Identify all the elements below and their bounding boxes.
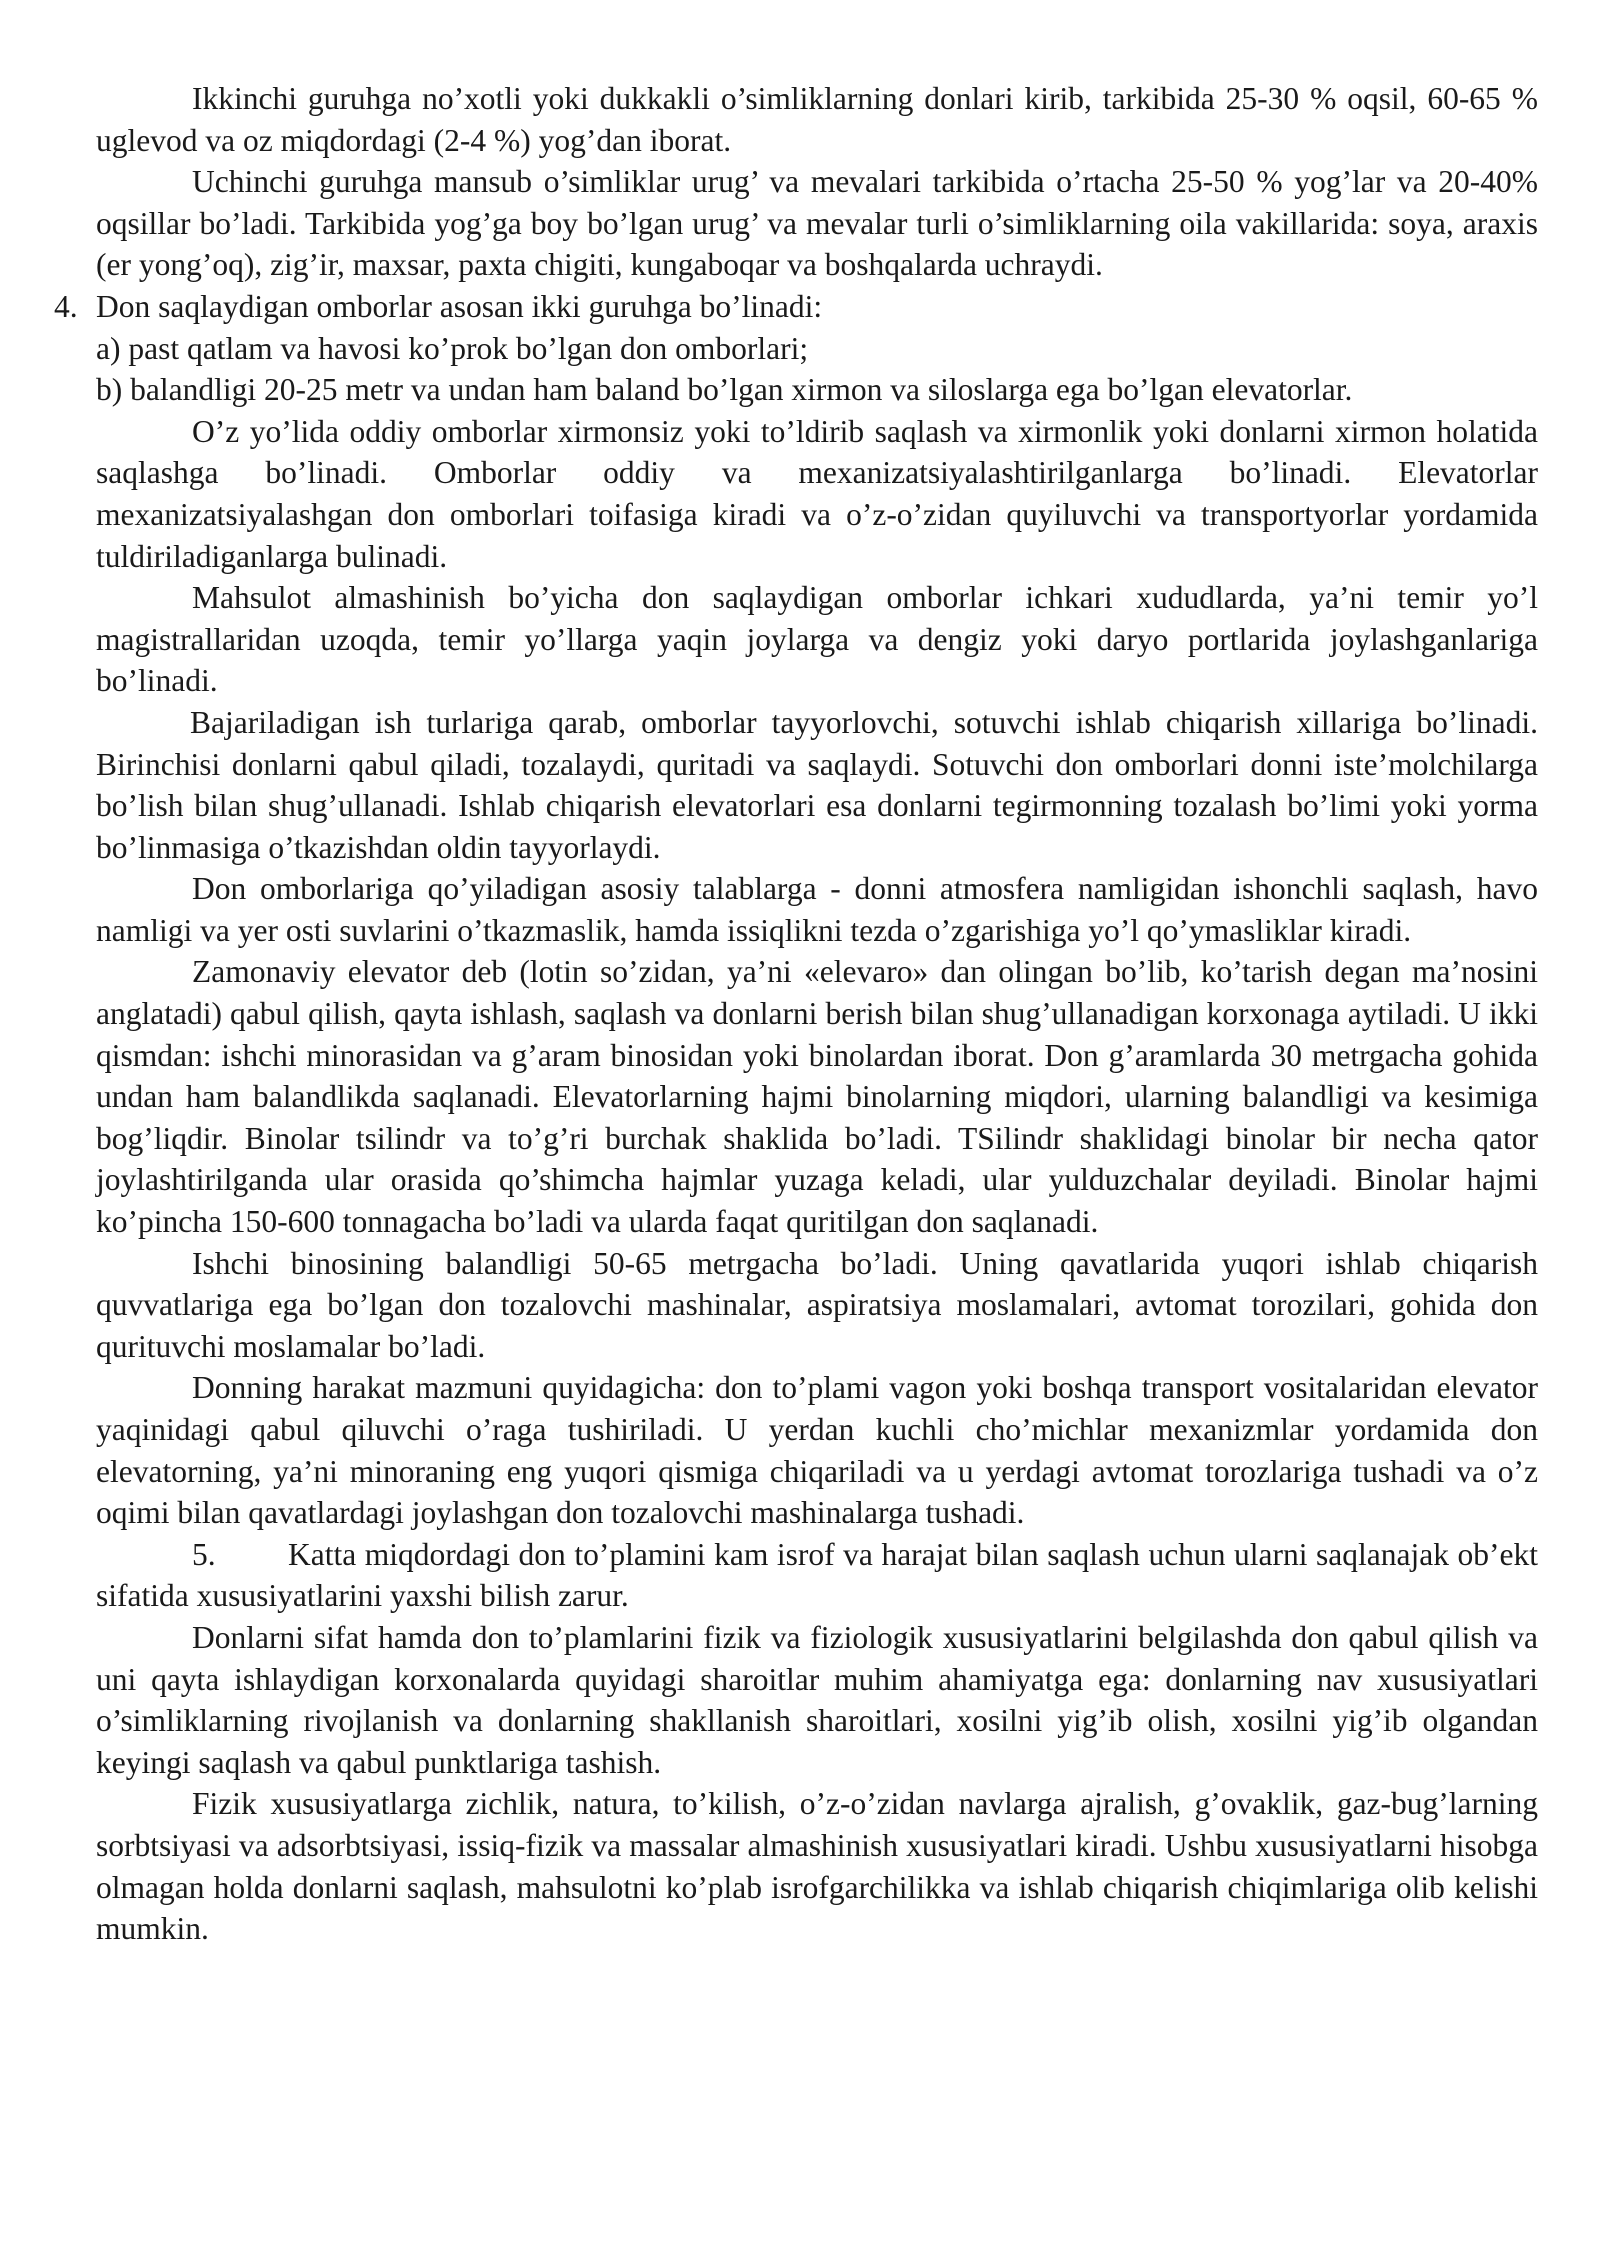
list-item-5-number: 5.	[192, 1536, 216, 1572]
list-item-4b: b) balandligi 20-25 metr va undan ham baland bo’lgan xirmon va siloslarga ega bo’lgan elevatorlar.	[96, 372, 1353, 408]
paragraph-modern-elevator: Zamonaviy elevator deb (lotin so’zidan, ya’ni «elevaro» dan olingan bo’lib, ko’tarish degan ma’nosini anglatadi) qabul qilish, qayta ishlash, saqlash va donlarni berish bilan shug’ullanadigan korxonaga aytiladi. U ikki qismdan: ishchi minorasidan va g’aram binosidan yoki binolardan iborat. Don g’aramlarda 30 metrgacha gohida undan ham balandlikda saqlanadi. Elevatorlarning hajmi binolarning miqdori, ularning balandligi va kesimiga bog’liqdir. Binolar tsilindr va to’g’ri burchak shaklida bo’ladi. TSilindr shaklidagi binolar bir necha qator joylashtirilganda ular orasida qo’shimcha hajmlar yuzaga keladi, ular yulduzchalar deyiladi. Binolar hajmi ko’pincha 150-600 tonnagacha bo’ladi va ularda faqat quritilgan don saqlanadi.	[96, 954, 1538, 1240]
paragraph-grain-quality: Donlarni sifat hamda don to’plamlarini fizik va fiziologik xususiyatlarini belgilashda don qabul qilish va uni qayta ishlaydigan korxonalarda quyidagi sharoitlar muhim ahamiyatga ega: donlarning nav xususiyatlari o’simliklarning rivojlanish va donlarning shakllanish sharoitlari, xosilni yig’ib olish, xosilni yig’ib olgandan keyingi saqlash va qabul punktlariga tashish.	[96, 1619, 1538, 1780]
list-item-4	[54, 286, 1538, 328]
paragraph-grain-movement: Donning harakat mazmuni quyidagicha: don to’plami vagon yoki boshqa transport vositalaridan elevator yaqinidagi qabul qiluvchi o’raga tushiriladi. U yerdan kuchli cho’michlar mexanizmlar yordamida don elevatorning, ya’ni minoraning eng yuqori qismiga chiqariladi va u yerdagi avtomat torozlariga tushadi va o’z oqimi bilan qavatlardagi joylashgan don tozalovchi mashinalarga tushadi.	[96, 1370, 1538, 1531]
paragraph-second-group: Ikkinchi guruhga no’xotli yoki dukkakli o’simliklarning donlari kirib, tarkibida 25-30 % oqsil, 60-65 % uglevod va oz miqdordagi (2-4 %) yog’dan iborat.	[96, 81, 1538, 158]
paragraph-product-exchange: Mahsulot almashinish bo’yicha don saqlaydigan omborlar ichkari xududlarda, ya’ni temir yo’l magistrallaridan uzoqda, temir yo’llarga yaqin joylarga va dengiz yoki daryo portlarida joylashganlariga bo’linadi.	[96, 580, 1538, 699]
list-item-5	[96, 1534, 1538, 1617]
paragraph-third-group: Uchinchi guruhga mansub o’simliklar urug’ va mevalari tarkibida o’rtacha 25-50 % yog’lar va 20-40% oqsillar bo’ladi. Tarkibida yog’ga boy bo’lgan urug’ va mevalar turli o’simliklarning oila vakillarida: soya, araxis (er yong’oq), zig’ir, maxsar, paxta chigiti, kungaboqar va boshqalarda uchraydi.	[96, 164, 1538, 283]
list-item-4-number: 4.	[54, 288, 78, 324]
paragraph-physical-properties: Fizik xususiyatlarga zichlik, natura, to’kilish, o’z-o’zidan navlarga ajralish, g’ovaklik, gaz-bug’larning sorbtsiyasi va adsorbtsiyasi, issiq-fizik va massalar almashinish xususiyatlari kiradi. Ushbu xususiyatlarni hisobga olmagan holda donlarni saqlash, mahsulotni ko’plab isrofgarchilikka va ishlab chiqarish chiqimlariga olib kelishi mumkin.	[96, 1786, 1538, 1947]
list-item-5-text: Katta miqdordagi don to’plamini kam isrof va harajat bilan saqlash uchun ularni saqlanajak ob’ekt sifatida xususiyatlarini yaxshi bilish zarur.	[96, 1536, 1538, 1614]
paragraph-ordinary-storage: O’z yo’lida oddiy omborlar xirmonsiz yoki to’ldirib saqlash va xirmonlik yoki donlarni xirmon holatida saqlashga bo’linadi. Omborlar oddiy va mexanizatsiyalashtirilganlarga bo’linadi. Elevatorlar mexanizatsiyalashgan don omborlari toifasiga kiradi va o’z-o’zidan quyiluvchi va transportyorlar yordamida tuldiriladiganlarga bulinadi.	[96, 413, 1538, 574]
paragraph-work-types: Bajariladigan ish turlariga qarab, omborlar tayyorlovchi, sotuvchi ishlab chiqarish xillariga bo’linadi. Birinchisi donlarni qabul qiladi, tozalaydi, quritadi va saqlaydi. Sotuvchi don omborlari donni iste’molchilarga bo’lish bilan shug’ullanadi. Ishlab chiqarish elevatorlari esa donlarni tegirmonning tozalash bo’limi yoki yorma bo’linmasiga o’tkazishdan oldin tayyorlaydi.	[96, 704, 1538, 865]
paragraph-requirements: Don omborlariga qo’yiladigan asosiy talablarga - donni atmosfera namligidan ishonchli saqlash, havo namligi va yer osti suvlarini o’tkazmaslik, hamda issiqlikni tezda o’zgarishiga yo’l qo’ymasliklar kiradi.	[96, 871, 1538, 948]
list-item-4a: a) past qatlam va havosi ko’prok bo’lgan don omborlari;	[96, 330, 809, 366]
list-item-4-text: Don saqlaydigan omborlar asosan ikki guruhga bo’linadi:	[96, 288, 823, 324]
paragraph-work-building: Ishchi binosining balandligi 50-65 metrgacha bo’ladi. Uning qavatlarida yuqori ishlab chiqarish quvvatlariga ega bo’lgan don tozalovchi mashinalar, aspiratsiya moslamalari, avtomat torozilari, gohida don qurituvchi moslamalar bo’ladi.	[96, 1245, 1538, 1364]
document-page	[54, 78, 1538, 1950]
